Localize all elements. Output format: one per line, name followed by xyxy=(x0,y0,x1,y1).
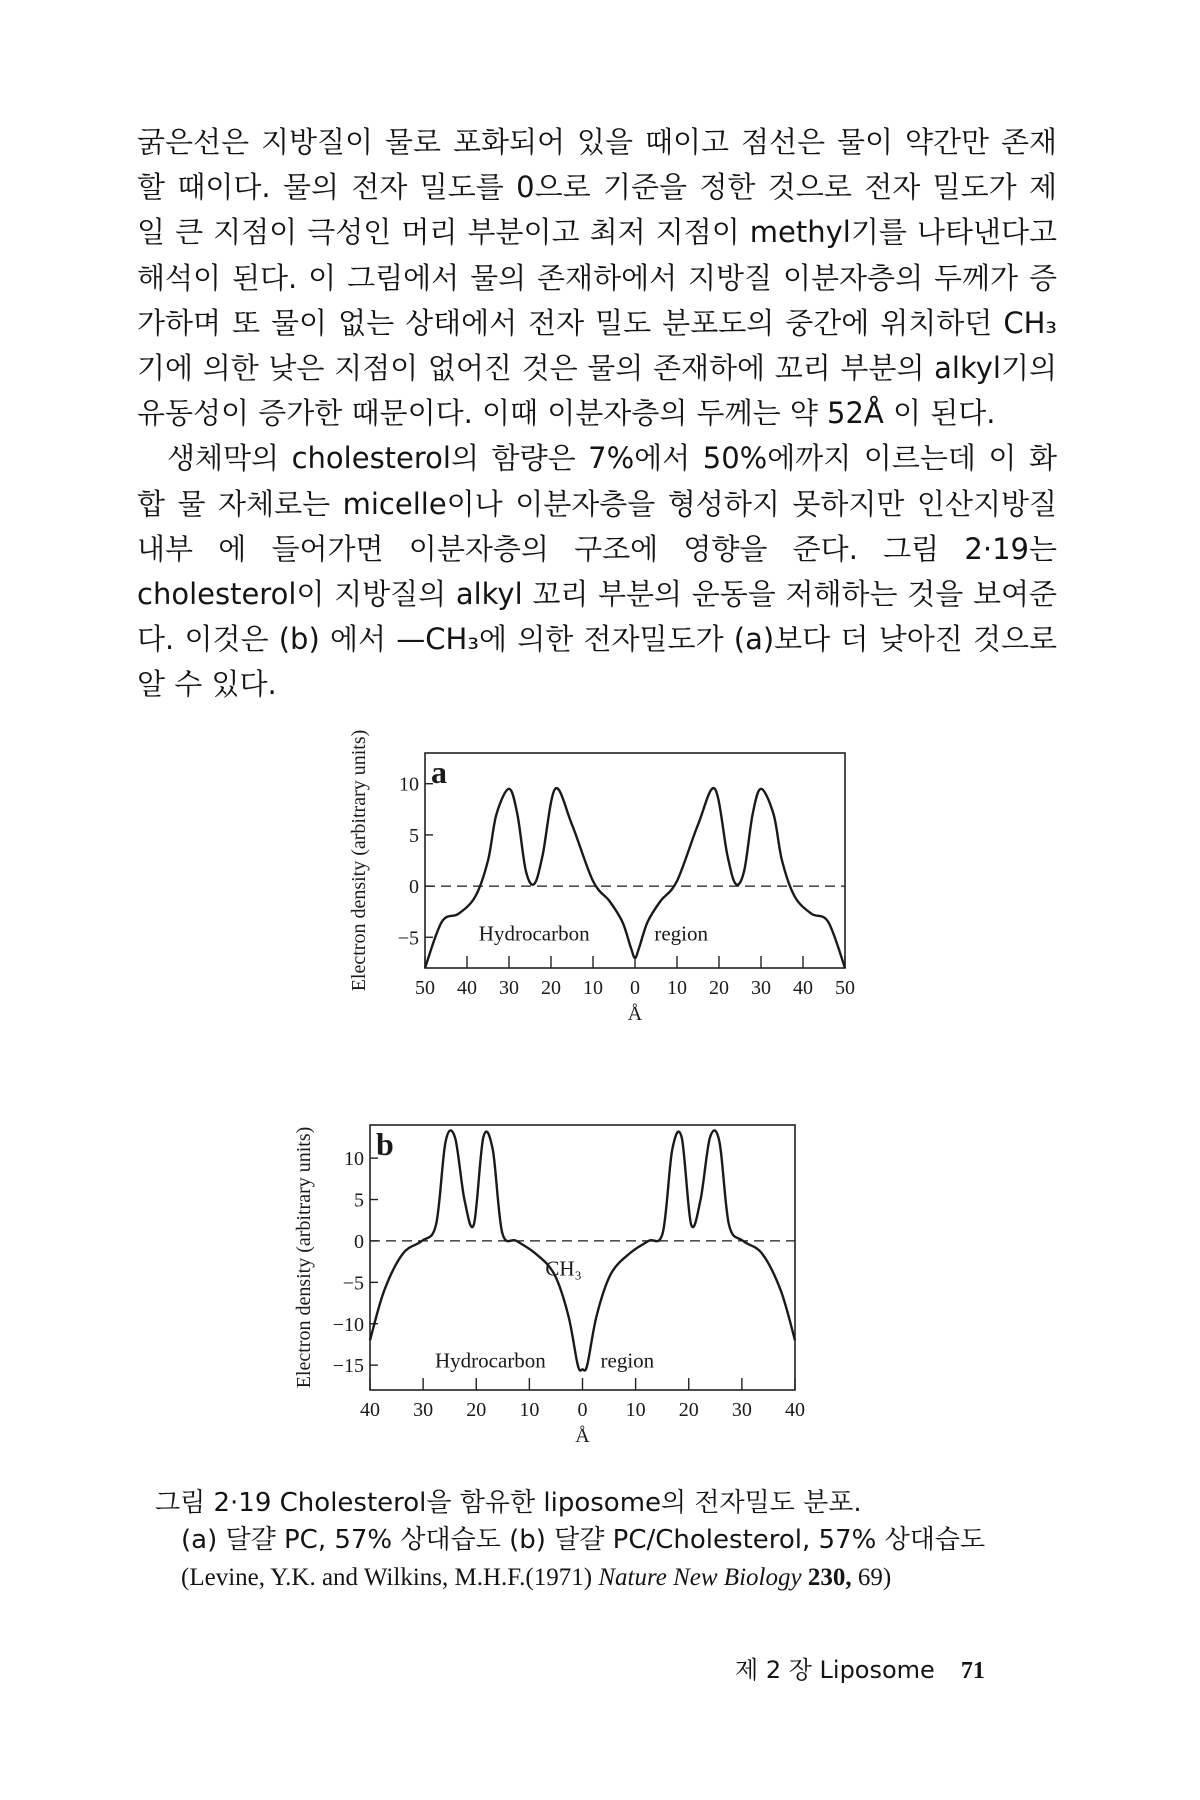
x-axis-label: Å xyxy=(627,1003,643,1025)
x-tick-label: 30 xyxy=(731,1399,752,1421)
x-tick-label: 10 xyxy=(625,1399,646,1421)
region-label-right: region xyxy=(654,921,709,946)
caption-subtitle: (a) 달걀 PC, 57% 상대습도 (b) 달걀 PC/Cholesterol, 57% 상대습도 xyxy=(181,1525,986,1555)
p2-line: 에 들어가면 이분자층의 구조에 영향을 준다. 그림 2·19는 cholesterol이 xyxy=(137,531,1057,612)
x-tick-label: 10 xyxy=(667,977,687,999)
p1-line: alkyl기의 유동성이 증가한 때문이다. 이때 이분자층의 두께는 약 52Å xyxy=(137,351,1057,431)
p2-line: 물 자체로는 micelle이나 이분자층을 형성하지 못하지만 인산지방질 내부 xyxy=(137,486,1057,566)
p1-line: 이 된다. xyxy=(893,396,996,431)
chart-b xyxy=(290,1115,870,1460)
p1-line: 증가하며 또 물이 없는 상태에서 전자 밀도 분포도의 중간에 위치하던 xyxy=(137,260,1058,340)
p1-line: 해석이 된다. 이 그림에서 물의 존재하에서 지방질 이분자층의 두께가 xyxy=(137,260,1019,295)
x-tick-label: 30 xyxy=(413,1399,434,1421)
paragraph-2 xyxy=(137,436,1057,707)
x-tick-label: 30 xyxy=(751,977,771,999)
x-axis-label: Å xyxy=(575,1425,590,1447)
figure-a xyxy=(290,729,870,1045)
x-tick-label: 40 xyxy=(457,977,477,999)
page-footer xyxy=(735,1650,985,1685)
y-tick-label: 5 xyxy=(354,1189,364,1212)
x-tick-label: 20 xyxy=(466,1399,487,1421)
y-axis-label: Electron density (arbitrary units) xyxy=(348,729,370,992)
x-tick-label: 20 xyxy=(678,1399,699,1421)
figure-b xyxy=(290,1115,870,1460)
x-tick-label: 50 xyxy=(835,977,855,999)
region-label-left: Hydrocarbon xyxy=(435,1348,546,1373)
x-tick-label: 40 xyxy=(793,977,813,999)
x-tick-label: 40 xyxy=(785,1399,805,1421)
region-label-left: Hydrocarbon xyxy=(478,921,590,946)
ch3-annotation: CH₃ xyxy=(545,1256,582,1281)
x-tick-label: 40 xyxy=(360,1399,380,1421)
y-tick-label: −5 xyxy=(397,927,419,950)
y-tick-label: 10 xyxy=(344,1148,364,1171)
x-tick-label: 20 xyxy=(709,977,729,999)
y-tick-label: −10 xyxy=(332,1313,364,1336)
solid-density-curve xyxy=(370,1130,795,1370)
body-text xyxy=(137,120,1057,708)
caption-title: 그림 2·19 Cholesterol을 함유한 liposome의 전자밀도 분포. xyxy=(155,1488,862,1518)
chapter-label: 제 2 장 Liposome xyxy=(735,1656,935,1684)
y-axis-label: Electron density (arbitrary units) xyxy=(293,1126,315,1389)
x-tick-label: 0 xyxy=(577,1399,588,1421)
y-tick-label: 0 xyxy=(409,876,419,899)
figure-caption xyxy=(155,1485,1055,1596)
page-number: 71 xyxy=(960,1658,985,1684)
p1-line: 일 큰 지점이 극성인 머리 부분이고 최저 지점이 methyl기를 나타낸다고 xyxy=(137,215,1057,250)
y-tick-label: −5 xyxy=(342,1272,364,1295)
panel-label: a xyxy=(431,754,447,790)
x-tick-label: 30 xyxy=(499,977,519,999)
p1-line: 굵은선은 지방질이 물로 포화되어 있을 때이고 점선은 물이 약간만 존재 xyxy=(137,125,1057,159)
p1-line: 할 때이다. 물의 전자 밀도를 0으로 기준을 정한 것으로 전자 밀도가 제 xyxy=(137,170,1057,205)
ref-journal: Nature New Biology xyxy=(598,1564,802,1591)
y-tick-label: 10 xyxy=(399,773,419,796)
x-tick-label: 10 xyxy=(519,1399,540,1421)
ref-pages: 69) xyxy=(857,1564,892,1591)
ref-authors: (Levine, Y.K. and Wilkins, M.H.F.(1971) xyxy=(181,1564,593,1591)
p2-line: 생체막의 cholesterol의 함량은 7%에서 50%에까지 이르는데 이 화합 xyxy=(137,441,1057,521)
y-tick-label: −15 xyxy=(332,1355,364,1378)
plot-frame xyxy=(370,1125,795,1390)
panel-label: b xyxy=(376,1126,394,1162)
p2-line: 지방질의 alkyl 꼬리 부분의 운동을 저해하는 것을 보여준다. 이것은 (b) xyxy=(137,577,1057,657)
y-tick-label: 0 xyxy=(354,1230,364,1253)
chart-a xyxy=(290,729,870,1045)
x-tick-label: 10 xyxy=(583,977,603,999)
x-tick-label: 0 xyxy=(630,977,640,999)
region-label-right: region xyxy=(600,1348,655,1373)
x-tick-label: 50 xyxy=(415,977,435,999)
paragraph-1 xyxy=(137,120,1057,436)
caption-reference xyxy=(155,1559,1055,1596)
p2-line: 에서 —CH₃에 의한 전자밀도가 (a)보다 더 낮아진 것으로 알 수 있다. xyxy=(137,622,1057,702)
p1-line: CH₃기에 의한 낮은 지점이 없어진 것은 물의 존재하에 꼬리 부분의 xyxy=(137,305,1058,386)
x-tick-label: 20 xyxy=(541,977,561,999)
ref-volume: 230, xyxy=(807,1564,852,1591)
y-tick-label: 5 xyxy=(409,824,419,847)
